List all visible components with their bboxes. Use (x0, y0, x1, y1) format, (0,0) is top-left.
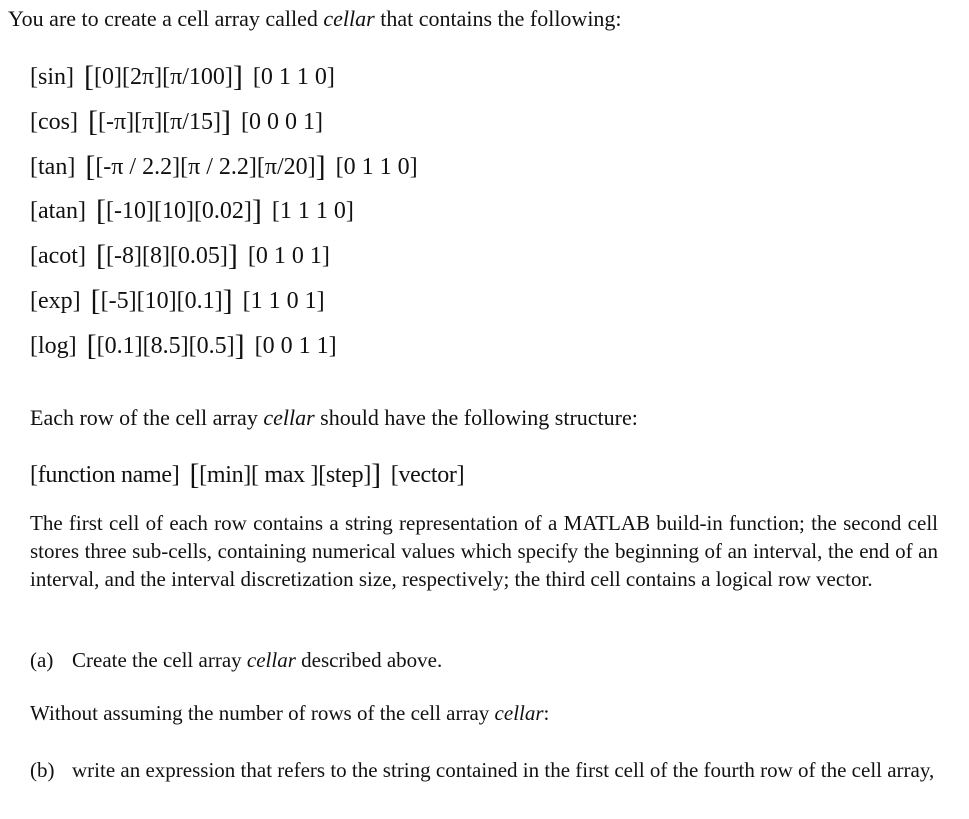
without-before: Without assuming the number of rows of the cell array (30, 701, 495, 725)
row-step: [0.5] (188, 333, 235, 359)
description-paragraph: The first cell of each row contains a string representation of a MATLAB build-in function; the second cell stores three sub-cells, containing numerical values which specify the beginning of an interval, the end of an interval, and the interval discretization size, respectively; the third cell contains a logical row vector. (30, 511, 938, 591)
cell-row (30, 105, 323, 138)
row-close-bracket: ] (232, 60, 243, 93)
intro-array-name: cellar (323, 6, 375, 31)
structure-intro-array-name: cellar (263, 405, 315, 430)
without-array-name: cellar (494, 701, 544, 725)
cell-row (30, 194, 354, 227)
row-close-bracket: ] (222, 284, 233, 317)
row-max: [2π] (121, 64, 163, 90)
row-max: [10] (136, 288, 177, 314)
part-a-before: Create the cell array (72, 648, 247, 672)
row-function-name: [atan] (30, 198, 86, 224)
row-close-bracket: ] (227, 239, 238, 272)
cell-row (30, 284, 325, 317)
row-step: [π/20] (256, 154, 316, 180)
structure-function-name: [function name] (30, 462, 180, 488)
row-min: [-π / 2.2] (95, 154, 181, 180)
row-vector: [1 1 1 0] (271, 198, 354, 224)
part-b-text: write an expression that refers to the string contained in the first cell of the fourth row of the cell array, (72, 758, 935, 782)
structure-min: [min] (199, 462, 251, 488)
row-step: [0.02] (193, 198, 252, 224)
row-vector: [0 1 0 1] (247, 243, 330, 269)
row-vector: [0 1 1 0] (252, 64, 335, 90)
row-close-bracket: ] (234, 329, 245, 362)
cell-row (30, 329, 337, 362)
part-a-after: described above. (295, 648, 443, 672)
part-a-array-name: cellar (246, 648, 296, 672)
cell-row (30, 239, 330, 272)
structure-intro-after: should have the following structure: (314, 405, 638, 430)
row-open-bracket: [ (84, 60, 94, 93)
row-function-name: [cos] (30, 109, 78, 135)
row-function-name: [acot] (30, 243, 86, 269)
row-min: [-π] (97, 109, 135, 135)
row-vector: [0 0 1 1] (254, 333, 337, 359)
intro-after: that contains the following: (374, 6, 622, 31)
row-min: [-10] (105, 198, 154, 224)
row-min: [0] (94, 64, 122, 90)
row-vector: [0 0 0 1] (240, 109, 323, 135)
without-assuming-text (30, 701, 549, 726)
part-a (30, 646, 442, 674)
structure-close-bracket: ] (371, 458, 381, 491)
row-close-bracket: ] (251, 194, 262, 227)
row-function-name: [tan] (30, 154, 76, 180)
row-step: [π/15] (162, 109, 221, 135)
row-open-bracket: [ (95, 194, 106, 227)
row-close-bracket: ] (220, 105, 231, 138)
row-min: [-8] (105, 243, 142, 269)
row-open-bracket: [ (85, 150, 96, 183)
part-a-label: (a) (30, 648, 54, 672)
row-max: [π / 2.2] (180, 154, 257, 180)
part-b-label: (b) (30, 758, 55, 782)
row-vector: [1 1 0 1] (242, 288, 325, 314)
row-open-bracket: [ (86, 329, 97, 362)
structure-max: [ max ] (250, 462, 319, 488)
structure-vector: [vector] (390, 462, 465, 488)
row-min: [0.1] (96, 333, 143, 359)
row-close-bracket: ] (315, 150, 326, 183)
row-function-name: [log] (30, 333, 77, 359)
structure-open-bracket: [ (189, 458, 200, 491)
row-vector: [0 1 1 0] (335, 154, 418, 180)
row-open-bracket: [ (87, 105, 98, 138)
cell-row (30, 150, 418, 183)
row-open-bracket: [ (95, 239, 106, 272)
intro-before: You are to create a cell array called (8, 6, 324, 31)
row-max: [π] (134, 109, 163, 135)
row-max: [8.5] (142, 333, 189, 359)
row-max: [10] (153, 198, 194, 224)
structure-intro-before: Each row of the cell array (30, 405, 264, 430)
row-step: [π/100] (162, 64, 233, 90)
part-b (30, 756, 938, 784)
without-after: : (543, 701, 550, 725)
structure-intro (30, 405, 638, 431)
row-min: [-5] (100, 288, 137, 314)
structure-template (30, 458, 465, 491)
row-open-bracket: [ (90, 284, 101, 317)
row-step: [0.1] (176, 288, 223, 314)
row-step: [0.05] (169, 243, 228, 269)
row-function-name: [exp] (30, 288, 81, 314)
intro-text (8, 6, 622, 32)
structure-step: [step] (318, 462, 372, 488)
cell-row (30, 60, 335, 93)
row-max: [8] (141, 243, 170, 269)
row-function-name: [sin] (30, 64, 74, 90)
